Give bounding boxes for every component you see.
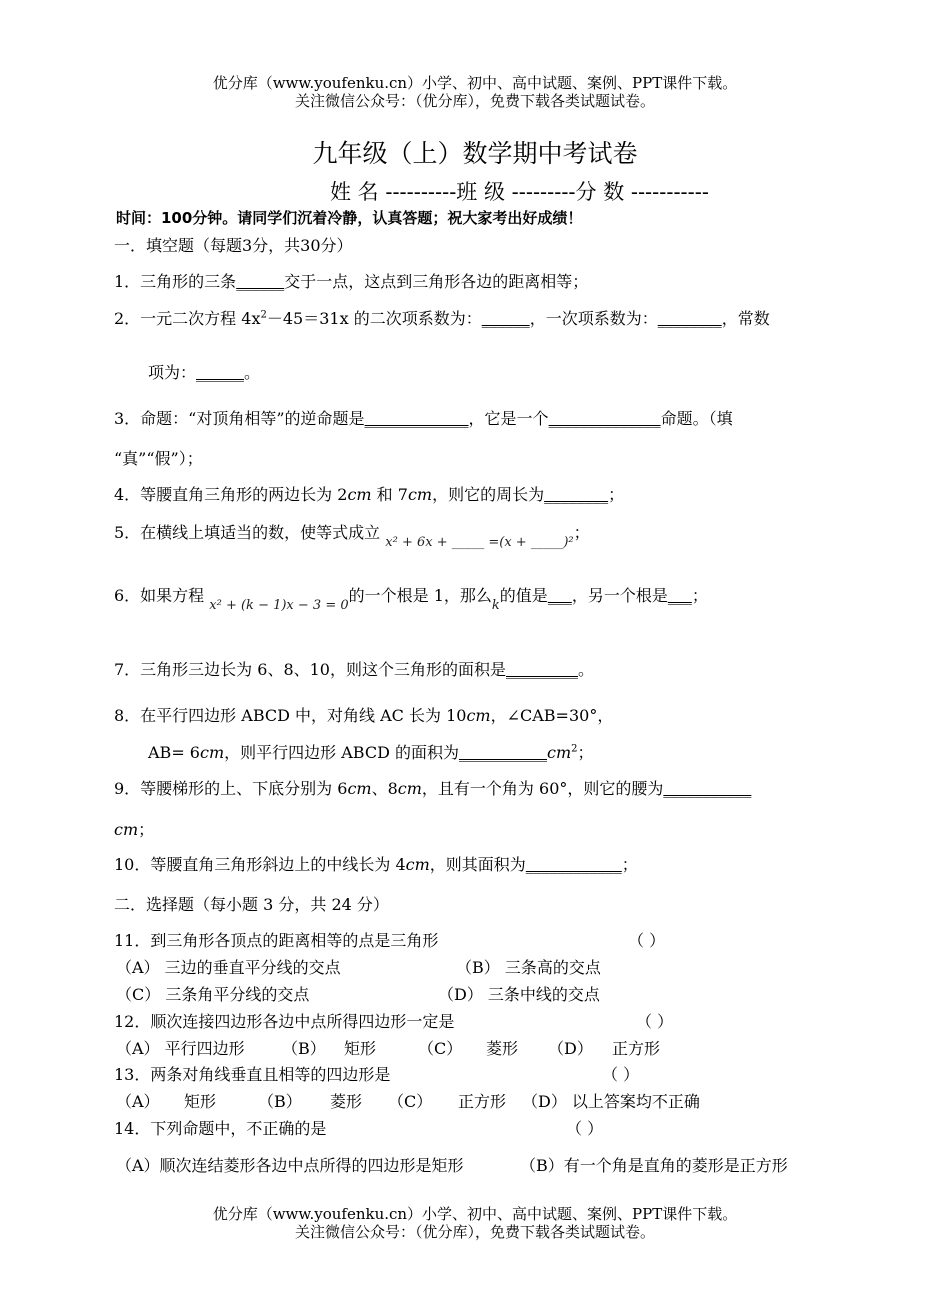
option-13-c: （C） [388, 1092, 433, 1111]
option-13-b: （B） [258, 1092, 302, 1111]
question-5: 5．在横线上填适当的数，使等式成立 $_{x^2 + 6x + \_\_\_\_\_ =(x + \_\_\_\_\_)^2}$； [114, 523, 590, 550]
header-line-2: 关注微信公众号：（优分库），免费下载各类试题试卷。 [294, 92, 655, 110]
answer-paren-14: （ ） [566, 1119, 604, 1138]
option-12-d-text: 正方形 [612, 1039, 661, 1058]
question-12: 12．顺次连接四边形各边中点所得四边形一定是 [114, 1012, 455, 1031]
question-3-cont: “真”“假”）； [114, 449, 203, 468]
option-12-c-text: 菱形 [486, 1039, 519, 1058]
question-9-cont: cm； [114, 820, 155, 839]
question-6: 6．如果方程 $_{x^2 + (k - 1)x - 3 = 0}$的一个根是 1，那么$_k$的值是___，另一个根是___； [114, 586, 708, 613]
option-13-c-text: 正方形 [458, 1092, 507, 1111]
question-10: 10．等腰直角三角形斜边上的中线长为 4cm，则其面积为____________； [114, 855, 638, 874]
header-line-1: 优分库（www.youfenku.cn）小学、初中、高中试题、案例、PPT课件下载。 [212, 74, 738, 92]
answer-paren-11: （ ） [628, 931, 666, 950]
question-2-cont: 项为：______。 [148, 363, 261, 382]
option-12-a: （A） 平行四边形 [116, 1039, 245, 1058]
question-13: 13．两条对角线垂直且相等的四边形是 [114, 1065, 391, 1084]
question-8-cont: AB= 6cm，则平行四边形 ABCD 的面积为$\_\_\_\_\_\_\_\_\_\_\_cm^2$； [148, 743, 594, 762]
section2-heading: 二．选择题（每小题 3 分，共 24 分） [114, 895, 389, 914]
equation-6: x² + (k − 1)x − 3 = 0 [209, 598, 349, 613]
question-11: 11．到三角形各顶点的距离相等的点是三角形 [114, 931, 439, 950]
option-11-c: （C） 三条角平分线的交点 [116, 985, 310, 1004]
option-11-a: （A） 三边的垂直平分线的交点 [116, 958, 341, 977]
option-14-a: （A）顺次连结菱形各边中点所得的四边形是矩形 [116, 1156, 464, 1175]
option-13-b-text: 菱形 [330, 1092, 363, 1111]
equation-5: x² + 6x + _____ =(x + _____)² [385, 535, 574, 550]
question-8: 8．在平行四边形 ABCD 中，对角线 AC 长为 10cm，∠CAB=30°， [114, 706, 614, 725]
option-13-a: （A） [116, 1092, 160, 1111]
option-12-b-text: 矩形 [344, 1039, 377, 1058]
footer-line-1: 优分库（www.youfenku.cn）小学、初中、高中试题、案例、PPT课件下载。 [212, 1205, 738, 1223]
option-12-b: （B） [282, 1039, 326, 1058]
question-1: 1．三角形的三条______交于一点，这点到三角形各边的距离相等； [114, 272, 589, 291]
footer-line-2: 关注微信公众号：（优分库），免费下载各类试题试卷。 [294, 1223, 655, 1241]
option-14-b: （B）有一个角是直角的菱形是正方形 [520, 1156, 788, 1175]
option-12-c: （C） [418, 1039, 463, 1058]
question-3: 3．命题：“对顶角相等”的逆命题是_____________，它是一个______________命题。（填 [114, 409, 733, 428]
exam-title: 九年级（上）数学期中考试卷 [312, 139, 638, 168]
option-13-a-text: 矩形 [184, 1092, 217, 1111]
question-2: 2．一元二次方程 $4x^2-45=31x$ 的二次项系数为：______，一次项系数为：________，常数 [114, 309, 770, 328]
exam-note: 时间：100分钟。请同学们沉着冷静，认真答题；祝大家考出好成绩！ [116, 209, 583, 227]
question-4: 4．等腰直角三角形的两边长为 2cm 和 7cm，则它的周长为________； [114, 485, 625, 504]
question-9: 9．等腰梯形的上、下底分别为 6cm、8cm，且有一个角为 60°，则它的腰为___________ [114, 779, 752, 798]
question-14: 14．下列命题中，不正确的是 [114, 1119, 327, 1138]
section1-heading: 一．填空题（每题3分，共30分） [114, 236, 353, 255]
answer-paren-12: （ ） [636, 1012, 674, 1031]
answer-paren-13: （ ） [602, 1065, 640, 1084]
question-7: 7．三角形三边长为 6、8、10，则这个三角形的面积是_________。 [114, 660, 595, 679]
option-12-d: （D） [548, 1039, 593, 1058]
option-11-d: （D） 三条中线的交点 [438, 985, 600, 1004]
option-13-d: （D） 以上答案均不正确 [522, 1092, 700, 1111]
student-info-line: 姓 名 ----------班 级 ---------分 数 ----------- [330, 180, 709, 204]
option-11-b: （B） 三条高的交点 [456, 958, 601, 977]
